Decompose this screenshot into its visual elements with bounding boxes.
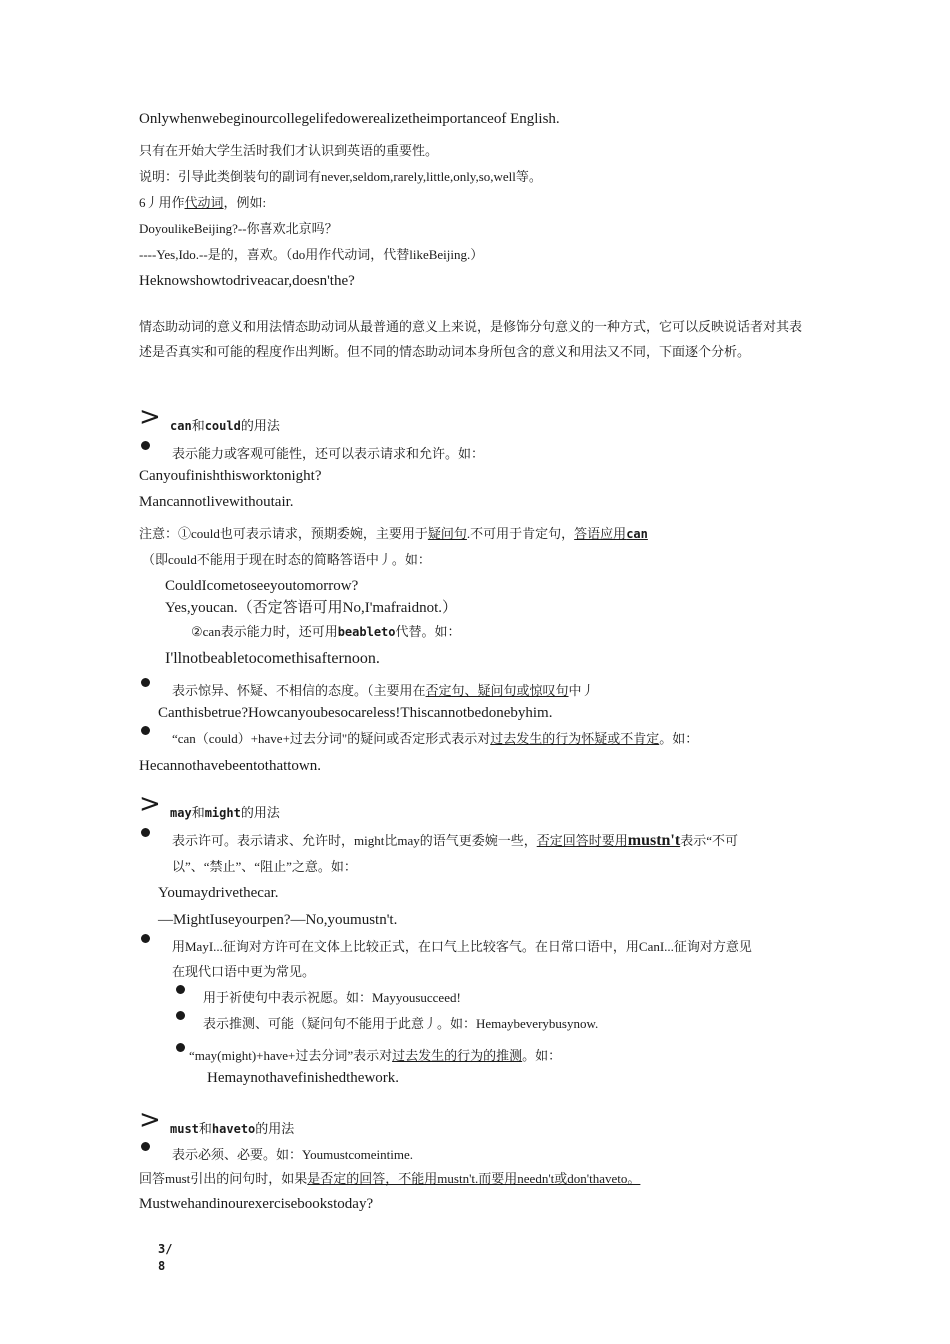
bullet-text (172, 729, 698, 749)
bullet-text (172, 831, 738, 851)
text-segment: 表示惊异、怀疑、不相信的态度。（主要用在 (172, 683, 426, 698)
underlined-term: 过去发生的行为怀疑或不肯定 (490, 731, 660, 746)
text-segment: 和 (198, 1121, 212, 1136)
text-segment: 表示“不可 (680, 833, 738, 848)
example-line: Canyoufinishthisworktonight? (139, 468, 322, 484)
bullet-text: 以”、“禁止”、“阻止”之意。如： (172, 859, 357, 874)
note-line (191, 622, 461, 642)
text-line: Onlywhenwebeginourcollegelifedowerealizetheimportanceof English. (139, 111, 560, 127)
section-heading (170, 1119, 294, 1139)
underlined-term: 过去发生的行为的推测 (392, 1048, 523, 1063)
text-segment: 和 (191, 805, 205, 820)
example-line: CouldIcometoseeyoutomorrow? (165, 578, 359, 594)
text-segment: 注意：①could也可表示请求，预期委婉，主要用于 (139, 526, 428, 541)
text-line: ----Yes,Ido.--是的，喜欢。（do用作代动词，代替likeBeijing.） (139, 247, 484, 262)
text-segment: .不可用于肯定句， (466, 526, 575, 541)
example-line: Mustwehandinourexercisebookstoday? (139, 1196, 374, 1212)
bullet-icon (141, 678, 150, 687)
text-line (139, 193, 266, 213)
text-line: Heknowshowtodriveacar,doesn'the? (139, 273, 355, 289)
bullet-text: 在现代口语中更为常见。 (172, 964, 316, 979)
bullet-icon (141, 441, 150, 450)
text-segment: 。如： (659, 731, 699, 746)
section-arrow-icon: > (139, 1105, 161, 1135)
bullet-text (189, 1046, 561, 1066)
example-line: Youmaydrivethecar. (158, 885, 279, 901)
text-line (139, 1169, 640, 1189)
text-segment: ，例如: (223, 195, 267, 210)
text-segment: 的用法 (240, 805, 280, 820)
text-segment: 和 (191, 418, 205, 433)
text-line: DoyoulikeBeijing?--你喜欢北京吗？ (139, 221, 338, 236)
bullet-text: 用MayI...征询对方许可在文体上比较正式，在口气上比较客气。在日常口语中，用CanI...征询对方意见 (172, 939, 752, 954)
underlined-term: 代动词 (184, 195, 224, 210)
underlined-term: 否定句、疑问句或惊叹句 (425, 683, 569, 698)
section-arrow-icon: > (139, 789, 161, 819)
text-segment: 表示许可。表示请求、允许时，might比may的语气更委婉一些， (172, 833, 537, 848)
text-line: 只有在开始大学生活时我们才认识到英语的重要性。 (139, 143, 439, 158)
text-segment: 中丿 (568, 683, 595, 698)
text-line: 说明：引导此类倒装句的副词有never,seldom,rarely,little,only,so,well等。 (139, 169, 542, 184)
bullet-icon (141, 828, 150, 837)
keyword: might (204, 806, 241, 820)
section-heading (170, 803, 280, 823)
text-segment: “can（could）+have+过去分词"的疑问或否定形式表示对 (172, 731, 491, 746)
example-line: Hecannothavebeentothattown. (139, 758, 322, 774)
text-segment: 的用法 (255, 1121, 295, 1136)
page-number: 3/ (158, 1242, 173, 1256)
bullet-text: 表示必须、必要。如：Youmustcomeintime. (172, 1147, 413, 1162)
text-segment: 6丿用作 (139, 195, 185, 210)
note-line (139, 524, 648, 544)
text-segment: 的用法 (240, 418, 280, 433)
bullet-icon (141, 1142, 150, 1151)
keyword: must (170, 1122, 199, 1136)
bullet-text: 表示推测、可能（疑问句不能用于此意丿。如：Hemaybeverybusynow. (203, 1016, 599, 1031)
bullet-icon (176, 1043, 185, 1052)
bullet-text: 表示能力或客观可能性，还可以表示请求和允许。如： (172, 446, 485, 461)
bullet-icon (141, 934, 150, 943)
intro-paragraph: 情态助动词的意义和用法情态助动词从最普通的意义上来说，是修饰分句意义的一种方式，它可以反映说话者对其表述是否真实和可能的程度作出判断。但不同的情态助动词本身所包含的意义和用法又不同，下面逐个分析。 (139, 319, 803, 359)
example-line: Hemaynothavefinishedthework. (207, 1070, 400, 1086)
page-total: 8 (158, 1259, 166, 1273)
keyword: can (626, 527, 648, 541)
bullet-text (172, 681, 595, 701)
note-line: （即could不能用于现在时态的简略答语中丿。如： (142, 552, 431, 567)
keyword: may (170, 806, 192, 820)
bullet-icon (176, 1011, 185, 1020)
bullet-icon (141, 726, 150, 735)
keyword: mustn't (627, 832, 681, 849)
keyword: beableto (337, 625, 396, 639)
underlined-term: 答语应用 (574, 526, 627, 541)
example-line: Mancannotlivewithoutair. (139, 494, 294, 510)
text-segment: “may(might)+have+过去分词”表示对 (189, 1048, 393, 1063)
keyword: haveto (211, 1122, 256, 1136)
underlined-term: 是否定的回答，不能用mustn't.而要用needn't或don'thaveto。 (307, 1171, 641, 1186)
bullet-text: 用于祈使句中表示祝愿。如：Mayyousucceed! (203, 990, 461, 1005)
keyword: could (204, 419, 241, 433)
bullet-icon (176, 985, 185, 994)
underlined-term: 否定回答时要用 (536, 833, 628, 848)
text-segment: ②can表示能力时，还可用 (191, 624, 338, 639)
example-line: Canthisbetrue?Howcanyoubesocareless!Thiscannotbedonebyhim. (158, 705, 553, 721)
text-segment: 代替。如： (395, 624, 461, 639)
example-line: —MightIuseyourpen?—No,youmustn't. (158, 912, 398, 928)
text-segment: 。如： (522, 1048, 562, 1063)
text-segment: 回答must引出的问句时，如果 (139, 1171, 308, 1186)
section-heading (170, 416, 280, 436)
example-line: Yes,youcan.（否定答语可用No,I'mafraidnot.） (165, 600, 457, 616)
underlined-term: 疑问句 (427, 526, 467, 541)
section-arrow-icon: > (139, 402, 161, 432)
example-line: I'llnotbeabletocomethisafternoon. (165, 650, 380, 667)
keyword: can (170, 419, 192, 433)
